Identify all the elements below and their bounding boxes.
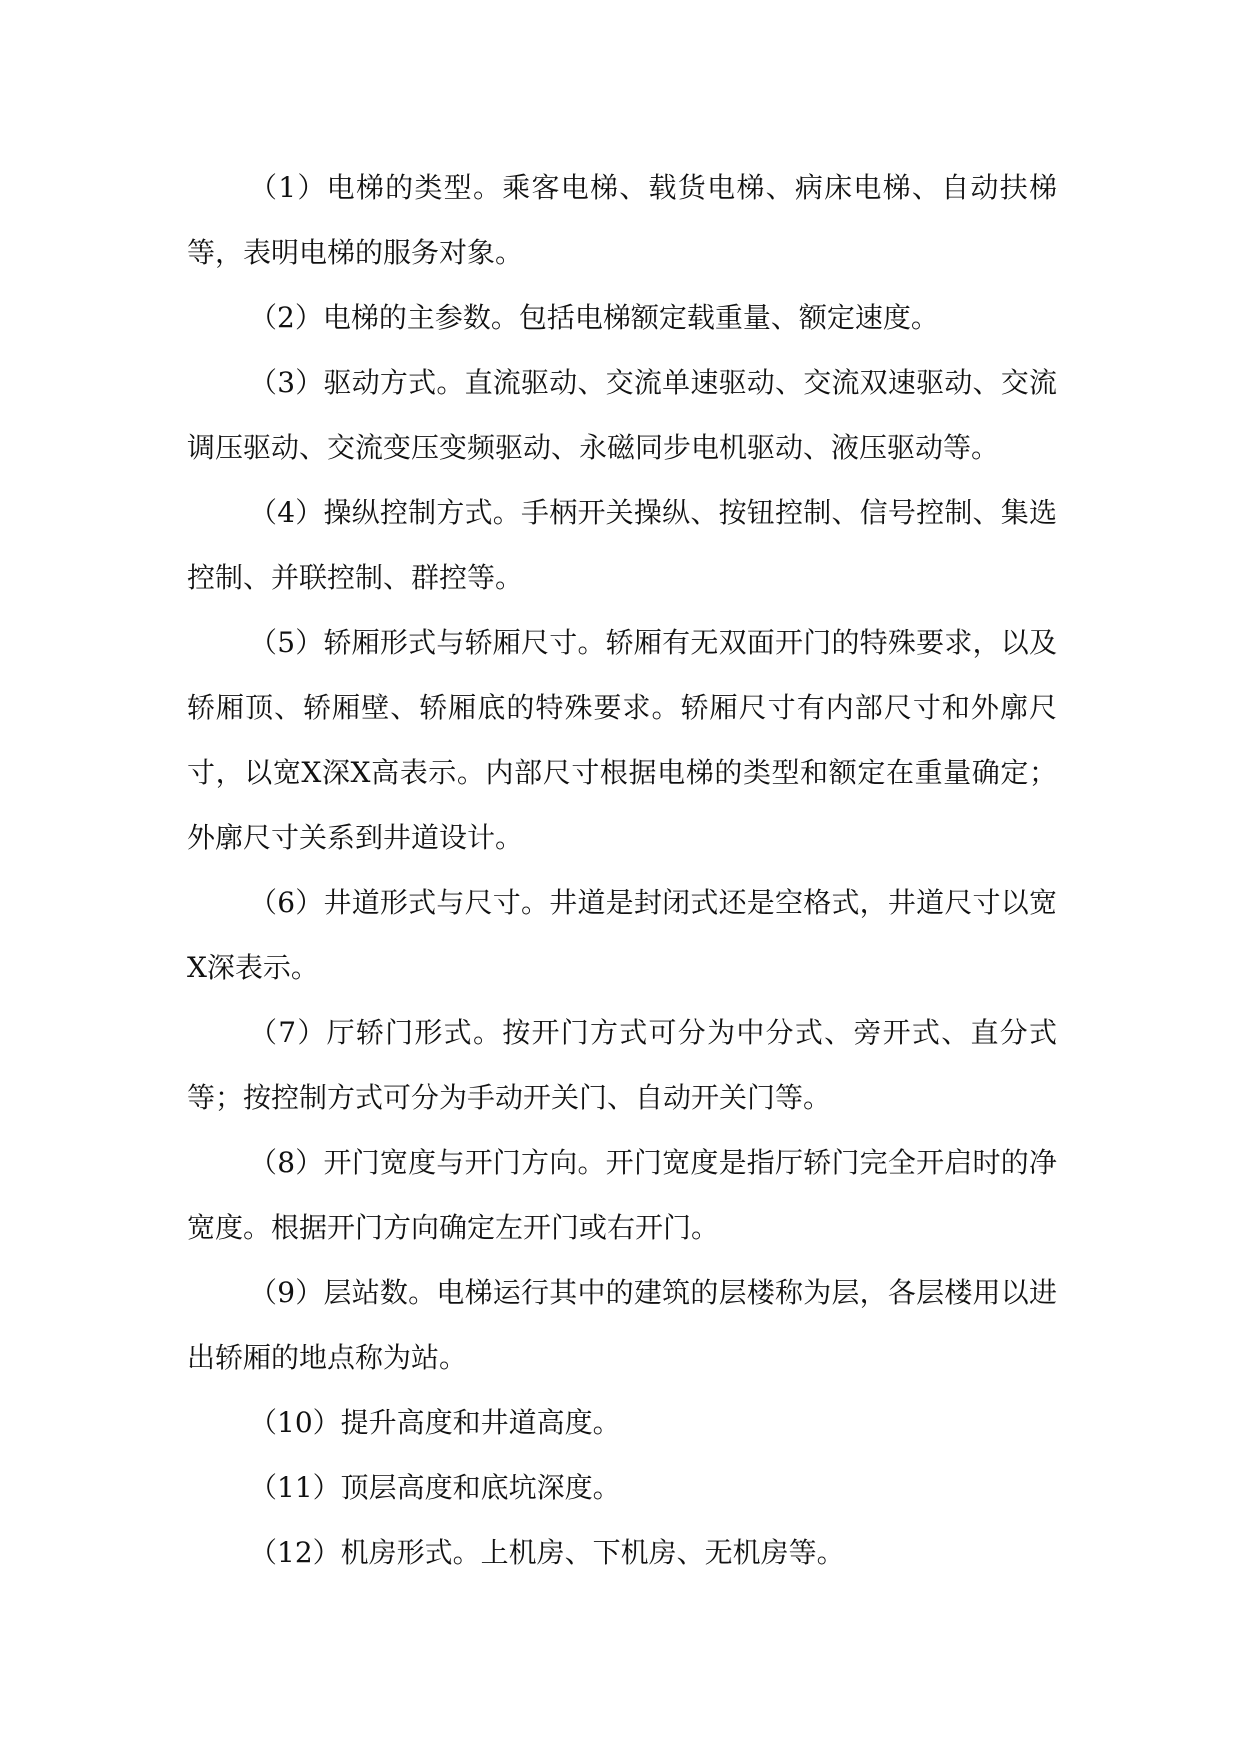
document-body: [187, 155, 1057, 1585]
paragraph-car-form-size: （5）轿厢形式与轿厢尺寸。轿厢有无双面开门的特殊要求，以及轿厢顶、轿厢壁、轿厢底的特殊要求。轿厢尺寸有内部尺寸和外廓尺寸，以宽X深X高表示。内部尺寸根据电梯的类型和额定在重量确定；外廓尺寸关系到井道设计。: [187, 626, 1057, 854]
paragraph-travel-height: （10）提升高度和井道高度。: [249, 1406, 621, 1439]
paragraph-control-method: （4）操纵控制方式。手柄开关操纵、按钮控制、信号控制、集选控制、并联控制、群控等。: [187, 496, 1057, 594]
paragraph-door-width-direction: （8）开门宽度与开门方向。开门宽度是指厅轿门完全开启时的净宽度。根据开门方向确定左开门或右开门。: [187, 1146, 1057, 1244]
paragraph-overhead-pit: （11）顶层高度和底坑深度。: [249, 1471, 621, 1504]
paragraph-drive-method: （3）驱动方式。直流驱动、交流单速驱动、交流双速驱动、交流调压驱动、交流变压变频驱动、永磁同步电机驱动、液压驱动等。: [187, 366, 1057, 464]
paragraph-machine-room: （12）机房形式。上机房、下机房、无机房等。: [249, 1536, 845, 1569]
paragraph-shaft-form-size: （6）井道形式与尺寸。井道是封闭式还是空格式，井道尺寸以宽X深表示。: [187, 886, 1057, 984]
paragraph-elevator-type: （1）电梯的类型。乘客电梯、载货电梯、病床电梯、自动扶梯等，表明电梯的服务对象。: [187, 171, 1057, 269]
paragraph-door-form: （7）厅轿门形式。按开门方式可分为中分式、旁开式、直分式等；按控制方式可分为手动开关门、自动开关门等。: [187, 1016, 1057, 1114]
paragraph-main-parameters: （2）电梯的主参数。包括电梯额定载重量、额定速度。: [249, 301, 939, 334]
paragraph-floors-stops: （9）层站数。电梯运行其中的建筑的层楼称为层，各层楼用以进出轿厢的地点称为站。: [187, 1276, 1057, 1374]
